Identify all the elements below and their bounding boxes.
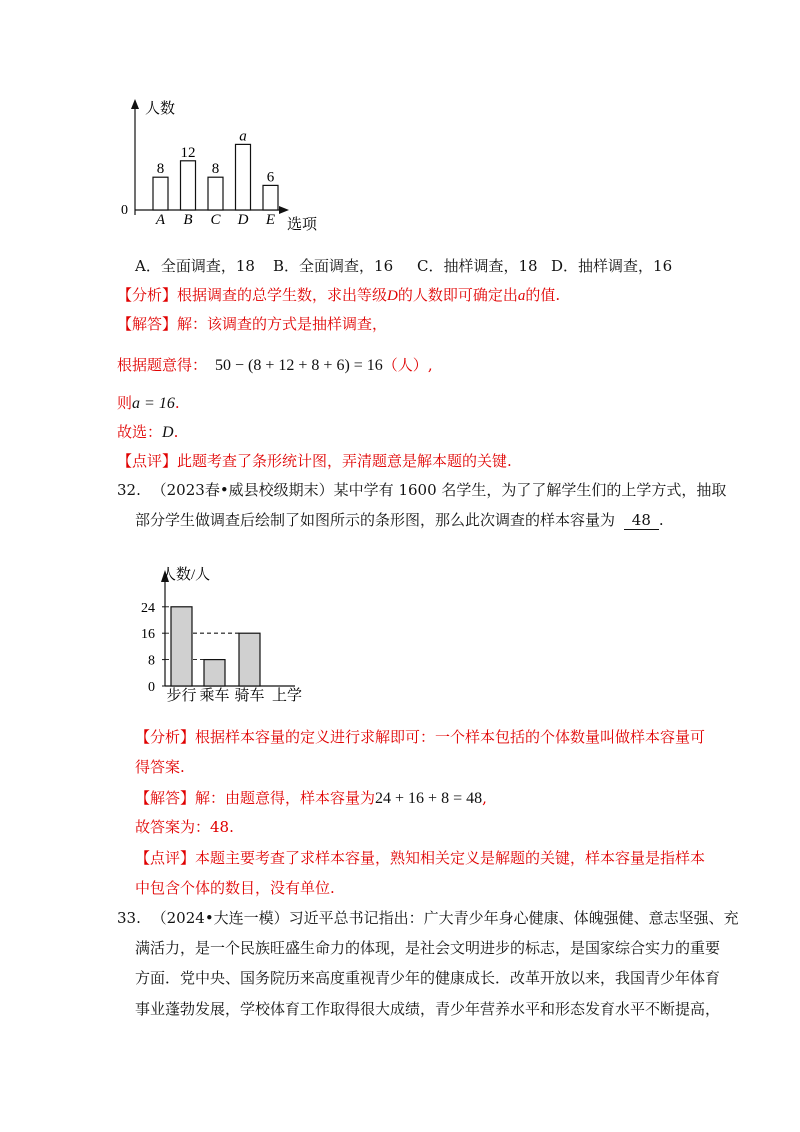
x-axis-label: 上学 (272, 688, 303, 704)
bar-步行 (171, 607, 192, 686)
bar-D (236, 144, 251, 210)
question-number: 33. (117, 909, 141, 927)
bar-E (263, 185, 278, 210)
answer-blank: 48 (624, 511, 659, 530)
origin-label: 0 (121, 203, 128, 218)
value-label-C: 8 (211, 161, 220, 178)
option-d: D．抽样调查，16 (551, 257, 673, 275)
bar-骑车 (239, 633, 260, 686)
y-tick-label-16: 16 (141, 627, 155, 643)
category-label-乘车: 乘车 (199, 688, 230, 704)
category-label-D: D (237, 212, 249, 228)
q32-result: 故答案为：48. (135, 818, 234, 836)
y-axis-label: 人数 (145, 101, 176, 117)
value-label-E: 6 (266, 169, 275, 186)
q33-line-4: 事业蓬勃发展，学校体育工作取得很大成绩，青少年营养水平和形态发育水平不断提高， (135, 1000, 721, 1018)
q31-step-3: 故选：D. (117, 423, 179, 441)
value-label-B: 12 (180, 144, 196, 161)
category-label-骑车: 骑车 (234, 688, 265, 704)
q31-step-2: 则a = 16. (117, 394, 180, 412)
q31-comment: 【点评】此题考查了条形统计图，弄清题意是解本题的关键. (117, 452, 512, 470)
question-number: 32. (117, 481, 141, 499)
category-label-B: B (183, 212, 193, 228)
option-c: C．抽样调查，18 (417, 257, 538, 275)
q32-analysis-line-1: 【分析】根据样本容量的定义进行求解即可：一个样本包括的个体数量叫做样本容量可 (135, 728, 706, 746)
value-label-D: a (239, 128, 247, 145)
q32-comment-line-1: 【点评】本题主要考查了求样本容量，熟知相关定义是解题的关键，样本容量是指样本 (135, 849, 706, 867)
q31-answer: 【解答】解：该调查的方式是抽样调查， (117, 315, 388, 333)
q31-step-1: 根据题意得： 50 − (8 + 12 + 8 + 6) = 16（人）, (117, 356, 433, 374)
category-label-A: A (155, 212, 166, 228)
q33-line-1: 33. （2024•大连一模）习近平总书记指出：广大青少年身心健康、体魄强健、意志坚强、充 (117, 909, 739, 927)
bar-C (208, 177, 223, 210)
question-source: （2023春•威县校级期末） (151, 481, 334, 499)
y-axis-arrow (131, 99, 139, 109)
bar-乘车 (204, 660, 225, 686)
q32-comment-line-2: 中包含个体的数目，没有单位. (135, 879, 335, 897)
y-tick-label-0: 0 (148, 680, 155, 695)
q32-stem-line-2: 部分学生做调查后绘制了如图所示的条形图，那么此次调查的样本容量为 48 . (135, 511, 664, 529)
category-label-C: C (210, 212, 221, 228)
y-axis-label: 人数/人 (161, 567, 211, 583)
question-source: （2024•大连一模） (151, 909, 289, 927)
category-label-E: E (265, 212, 276, 228)
y-tick-label-8: 8 (148, 653, 155, 669)
option-b: B．全面调查，16 (273, 257, 394, 275)
bar-B (181, 161, 196, 210)
y-tick-label-24: 24 (141, 600, 155, 616)
q32-answer: 【解答】解：由题意得，样本容量为24 + 16 + 8 = 48, (135, 789, 487, 807)
bar-chart-commute (135, 560, 310, 710)
x-axis-arrow (279, 206, 289, 214)
q32-analysis-line-2: 得答案. (135, 758, 185, 776)
option-a: A．全面调查，18 (135, 257, 255, 275)
x-axis-label: 选项 (287, 217, 318, 233)
q32-stem-line-1: 32. （2023春•威县校级期末）某中学有 1600 名学生，为了了解学生们的上学方式，抽取 (117, 481, 727, 499)
q33-line-3: 方面．党中央、国务院历来高度重视青少年的健康成长．改革开放以来，我国青少年体育 (135, 969, 721, 987)
bar-A (153, 177, 168, 210)
value-label-A: 8 (156, 161, 165, 178)
bar-chart-survey (115, 95, 335, 235)
q33-line-2: 满活力，是一个民族旺盛生命力的体现，是社会文明进步的标志，是国家综合实力的重要 (135, 939, 721, 957)
q31-analysis: 【分析】根据调查的总学生数，求出等级D的人数即可确定出a的值. (117, 286, 561, 304)
category-label-步行: 步行 (166, 688, 197, 704)
